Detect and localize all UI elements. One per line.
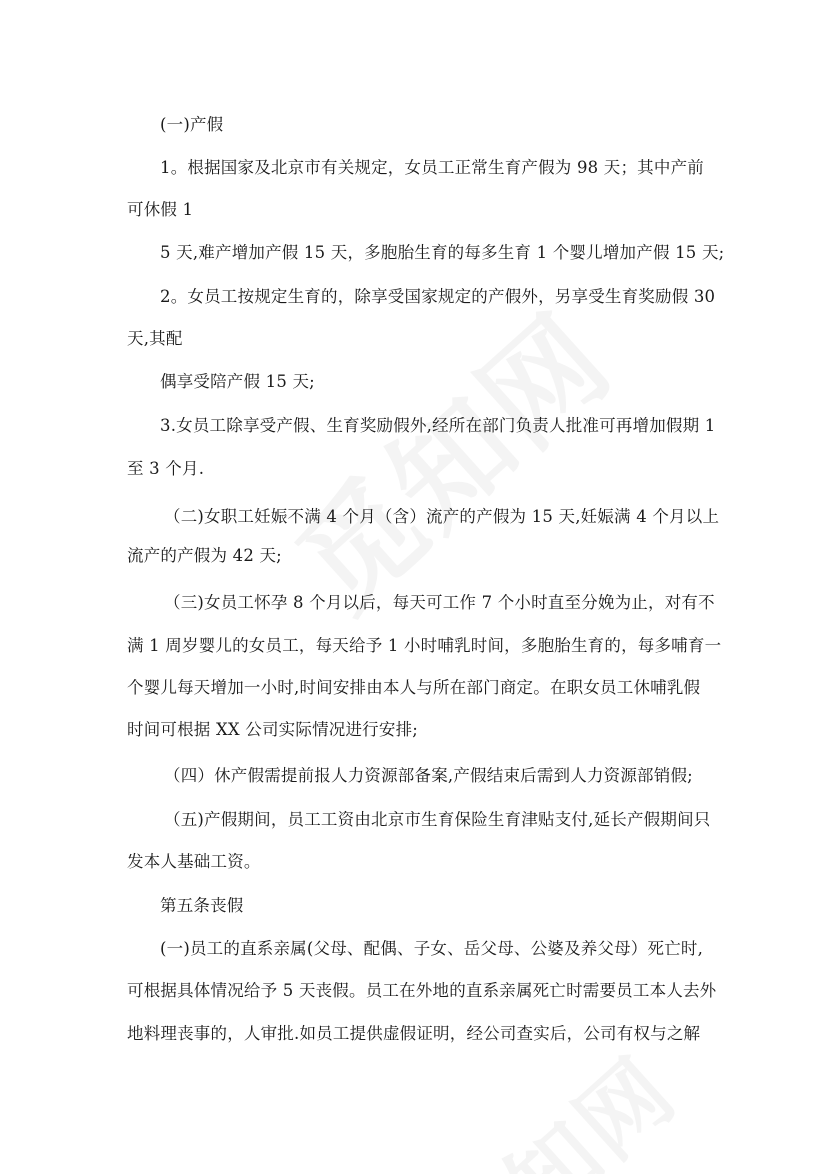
watermark xyxy=(255,269,641,640)
paragraph-line: 5 天,难产增加产假 15 天，多胞胎生育的每多生育 1 个婴儿增加产假 15 天; xyxy=(160,243,725,262)
paragraph-line: 3.女员工除享受产假、生育奖励假外,经所在部门负责人批准可再增加假期 1 xyxy=(160,416,716,435)
paragraph-line: 至 3 个月. xyxy=(127,459,205,478)
paragraph-line: （四）休产假需提前报人力资源部备案,产假结束后需到人力资源部销假; xyxy=(164,766,693,785)
paragraph-line: 地料理丧事的，人审批.如员工提供虚假证明，经公司查实后，公司有权与之解 xyxy=(127,1024,701,1043)
paragraph-line: 可休假 1 xyxy=(127,200,194,219)
paragraph-line: （三)女员工怀孕 8 个月以后，每天可工作 7 个小时直至分娩为止，对有不 xyxy=(164,593,715,612)
paragraph-line: 发本人基础工资。 xyxy=(127,852,261,871)
paragraph-line: 1。根据国家及北京市有关规定，女员工正常生育产假为 98 天；其中产前 xyxy=(160,158,704,177)
paragraph-line: (一)产假 xyxy=(160,115,224,134)
paragraph-line: 个婴儿每天增加一小时,时间安排由本人与所在部门商定。在职女员工休哺乳假 xyxy=(127,678,701,697)
paragraph-line: 2。女员工按规定生育的，除享受国家规定的产假外，另享受生育奖励假 30 xyxy=(160,287,716,306)
paragraph-line: (一)员工的直系亲属(父母、配偶、子女、岳父母、公婆及养父母）死亡时, xyxy=(160,939,704,958)
paragraph-line: （五)产假期间，员工工资由北京市生育保险生育津贴支付,延长产假期间只 xyxy=(164,810,711,829)
paragraph-line: 天,其配 xyxy=(127,329,183,348)
paragraph-line: 可根据具体情况给予 5 天丧假。员工在外地的直系亲属死亡时需要员工本人去外 xyxy=(127,981,717,1000)
paragraph-line: （二)女职工妊娠不满 4 个月（含）流产的产假为 15 天,妊娠满 4 个月以上 xyxy=(164,507,720,526)
paragraph-line: 流产的产假为 42 天; xyxy=(127,546,282,565)
section-heading: 第五条丧假 xyxy=(160,896,244,915)
paragraph-line: 满 1 周岁婴儿的女员工，每天给予 1 小时哺乳时间，多胞胎生育的，每多哺育一 xyxy=(127,636,722,655)
paragraph-line: 时间可根据 XX 公司实际情况进行安排; xyxy=(127,720,419,739)
paragraph-line: 偶享受陪产假 15 天; xyxy=(160,372,315,391)
watermark-bottom xyxy=(403,1022,700,1174)
